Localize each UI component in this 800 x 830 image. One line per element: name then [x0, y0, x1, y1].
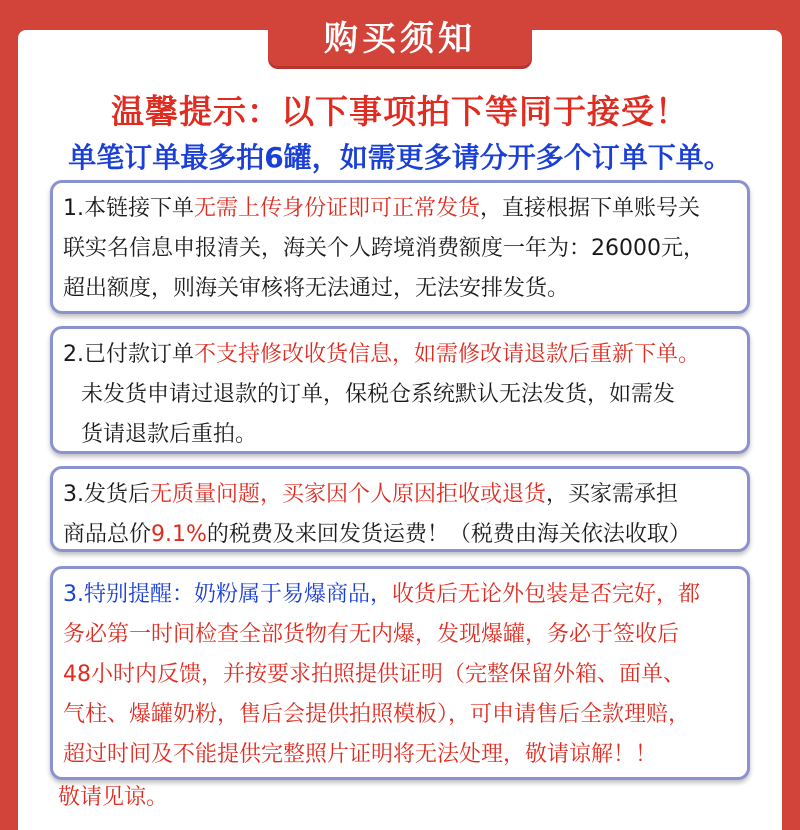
item2-line2: 未发货申请过退款的订单，保税仓系统默认无法发货，如需发 [81, 382, 676, 407]
item1-line3: 超出额度，则海关审核将无法通过，无法安排发货。 [63, 276, 570, 301]
item3-line2-b: 的税费及来回发货运费！（税费由海关依法收取） [206, 522, 691, 547]
notice-item-1 [50, 180, 750, 314]
special-line3: 48小时内反馈，并按要求拍照提供证明（完整保留外箱、面单、 [63, 662, 685, 687]
special-rest: 收货后无论外包装是否完好，都 [392, 582, 701, 607]
special-line2: 务必第一时间检查全部货物有无内爆，发现爆罐，务必于签收后 [63, 622, 680, 647]
order-limit-text: 单笔订单最多拍6罐，如需更多请分开多个订单下单。 [68, 141, 732, 174]
tax-percent: 9.1% [151, 522, 207, 547]
item3-prefix: 3.发货后 [63, 482, 150, 507]
item2-prefix: 2.已付款订单 [63, 342, 194, 367]
item3-rest: ，买家需承担 [546, 482, 679, 507]
item1-line2: 联实名信息申报清关，海关个人跨境消费额度一年为：26000元， [63, 236, 705, 261]
item1-prefix: 1.本链接下单 [63, 196, 194, 221]
item3-line2-a: 商品总价 [63, 522, 152, 547]
item2-line3: 货请退款后重拍。 [81, 422, 258, 447]
page-title: 购买须知 [324, 18, 476, 59]
item3-highlight: 无质量问题，买家因个人原因拒收或退货 [150, 482, 547, 507]
footer-text: 敬请见谅。 [58, 785, 169, 810]
item1-rest: ，直接根据下单账号关 [480, 196, 701, 221]
title-banner [268, 4, 532, 66]
special-prefix: 3.特别提醒：奶粉属于易爆商品， [63, 582, 392, 607]
notice-item-2 [50, 326, 750, 454]
notice-item-3 [50, 466, 750, 552]
notice-item-special [50, 566, 750, 780]
special-line4: 气柱、爆罐奶粉，售后会提供拍照模板），可申请售后全款理赔， [63, 702, 691, 727]
notice-heading: 温馨提示：以下事项拍下等同于接受！ [111, 92, 689, 131]
item1-highlight: 无需上传身份证即可正常发货 [194, 196, 481, 221]
special-line5: 超过时间及不能提供完整照片证明将无法处理，敬请谅解！！ [63, 742, 658, 767]
item2-highlight: 不支持修改收货信息，如需修改请退款后重新下单。 [194, 342, 701, 367]
